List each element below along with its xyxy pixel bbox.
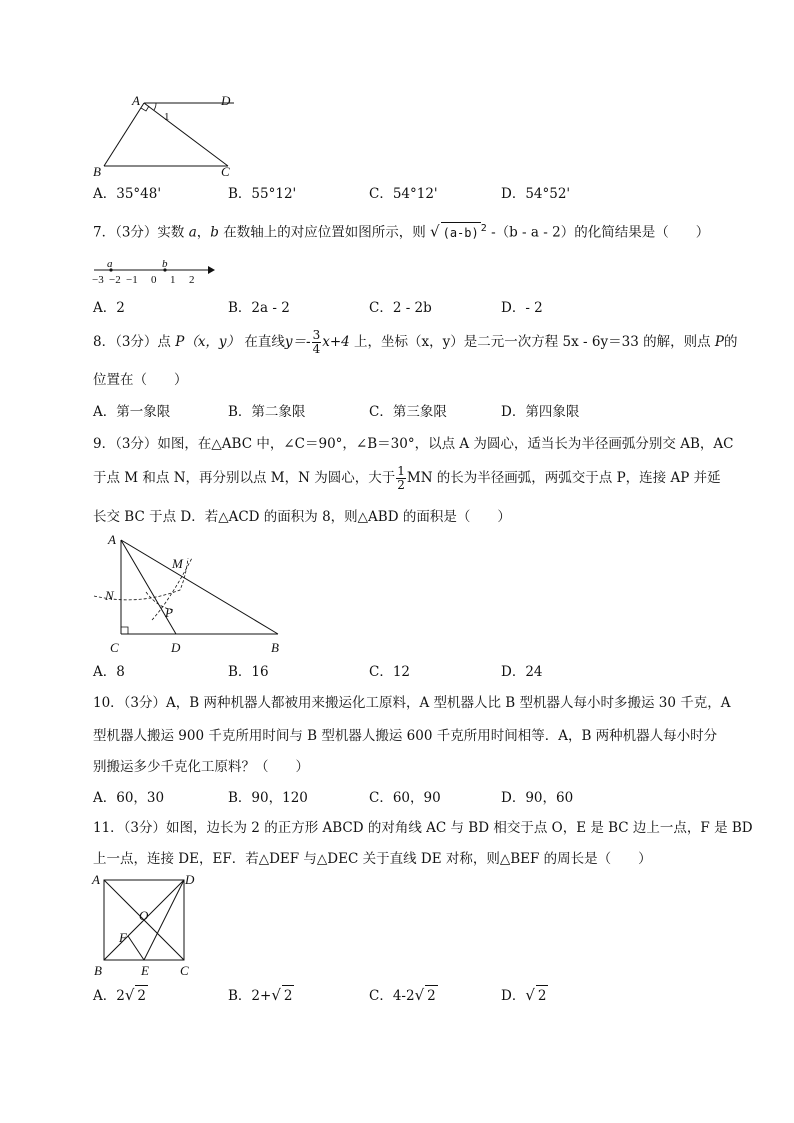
fig9-label-D: D xyxy=(171,640,181,655)
q7-stem-c: -（b - a - 2）的化简结果是（ ） xyxy=(491,224,710,241)
q8-option-a[interactable]: A．第一象限 xyxy=(93,404,171,420)
q9-line2-a: 于点 M 和点 N，再分别以点 M，N 为圆心，大于 xyxy=(93,470,396,486)
q9-figure xyxy=(88,530,298,660)
q9-line2-b: MN 的长为半径画弧，两弧交于点 P，连接 AP 并延 xyxy=(406,470,721,486)
q11-line1: 11．（3分）如图，边长为 2 的正方形 ABCD 的对角线 AC 与 BD 相交于点 O，E 是 BC 边上一点，F 是 BD xyxy=(93,820,753,836)
fig9-label-B: B xyxy=(271,640,279,655)
q9-fraction xyxy=(396,465,406,492)
q11-figure xyxy=(88,870,200,982)
sqrt-icon: √ xyxy=(414,986,425,1004)
q11-option-a[interactable] xyxy=(93,985,148,1006)
q7-sep: ， xyxy=(196,224,211,241)
q9-line3: 长交 BC 于点 D．若△ACD 的面积为 8，则△ABD 的面积是（ ） xyxy=(93,509,511,525)
q8-point-p: P xyxy=(714,334,724,350)
q7-tick-0: 0 xyxy=(151,274,157,286)
q8-frac-den: 4 xyxy=(312,342,321,356)
q8-option-b[interactable]: B．第二象限 xyxy=(228,404,306,420)
q11-option-b[interactable] xyxy=(228,985,294,1006)
q11-option-c-prefix: C．4-2 xyxy=(369,988,415,1004)
q7-option-b[interactable]: B．2a - 2 xyxy=(228,300,290,316)
fig6-label-A: A xyxy=(132,93,140,108)
q10-line3: 别搬运多少千克化工原料？（ ） xyxy=(93,759,309,775)
fig11-label-E: E xyxy=(141,963,149,978)
q11-line2: 上一点，连接 DE，EF．若△DEF 与△DEC 关于直线 DE 对称，则△BEF 的周长是（ ） xyxy=(93,851,652,867)
q8-stem-d: 的 xyxy=(723,334,738,350)
q8-eq-lhs: y＝- xyxy=(284,334,311,350)
sqrt-icon: √ xyxy=(124,986,135,1004)
fig6-angle-1: 1 xyxy=(164,111,170,123)
q7-tick--3: −3 xyxy=(92,274,104,286)
q7-stem-a: 7．（3分）实数 xyxy=(93,224,185,241)
fig11-label-O: O xyxy=(139,908,149,923)
q10-line1: 10．（3分）A，B 两种机器人都被用来搬运化工原料，A 型机器人比 B 型机器人每小时多搬运 30 千克，A xyxy=(93,695,731,711)
q7-stem-b: 在数轴上的对应位置如图所示，则 xyxy=(223,224,426,241)
q8-option-c[interactable]: C．第三象限 xyxy=(369,404,447,420)
sqrt-icon: √ xyxy=(525,986,535,1004)
q7-axis-b: b xyxy=(162,258,168,270)
fig6-label-D: D xyxy=(221,93,231,108)
q7-option-a[interactable]: A．2 xyxy=(93,300,125,316)
q10-line2: 型机器人搬运 900 千克所用时间与 B 型机器人搬运 600 千克所用时间相等．A，B 两种机器人每小时分 xyxy=(93,728,718,744)
q9-option-c[interactable]: C．12 xyxy=(369,664,411,680)
q8-stem xyxy=(93,328,737,356)
q7-tick-2: 2 xyxy=(189,274,195,286)
q8-stem-a: 8．（3分）点 xyxy=(93,334,171,350)
q11-option-a-radicand: 2 xyxy=(135,985,148,1006)
q8-stem-c: 上，坐标（x，y）是二元一次方程 5x - 6y＝33 的解，则点 xyxy=(354,334,711,350)
q11-option-b-prefix: B．2+ xyxy=(228,988,272,1004)
q7-number-line xyxy=(92,258,217,288)
q7-tick--2: −2 xyxy=(109,274,121,286)
fig11-label-F: F xyxy=(119,930,127,945)
fig11-label-D: D xyxy=(185,872,195,887)
fig6-label-C: C xyxy=(221,164,230,179)
q6-option-d[interactable]: D．54°52' xyxy=(501,186,571,202)
q10-option-a[interactable]: A．60，30 xyxy=(93,790,165,806)
q11-option-c[interactable] xyxy=(369,985,438,1006)
q11-option-d[interactable] xyxy=(501,985,548,1006)
q7-var-a: a xyxy=(188,224,197,241)
q11-option-c-radicand: 2 xyxy=(425,985,438,1006)
q11-option-d-prefix: D． xyxy=(501,988,526,1004)
fig11-label-B: B xyxy=(94,963,102,978)
q7-option-d[interactable]: D．- 2 xyxy=(501,300,543,316)
q6-figure xyxy=(90,92,250,182)
fig9-label-M: M xyxy=(172,556,183,571)
q11-option-b-radicand: 2 xyxy=(282,985,295,1006)
q7-square: 2 xyxy=(480,223,487,234)
q11-option-a-prefix: A．2 xyxy=(93,988,125,1004)
q7-option-c[interactable]: C．2 - 2b xyxy=(369,300,432,316)
sqrt-icon: √ xyxy=(271,986,281,1004)
q7-tick-1: 1 xyxy=(170,274,176,286)
fig9-label-P: P xyxy=(165,605,173,620)
q9-frac-num: 1 xyxy=(397,464,405,478)
fig11-label-A: A xyxy=(92,872,100,887)
q9-option-a[interactable]: A．8 xyxy=(93,664,125,680)
q8-frac-num: 3 xyxy=(312,328,321,342)
fig6-label-B: B xyxy=(93,164,101,179)
q8-fraction xyxy=(312,329,322,356)
q7-var-b: b xyxy=(210,224,219,241)
q8-line2: 位置在（ ） xyxy=(93,372,188,388)
sqrt-icon: √ xyxy=(430,222,440,241)
q11-option-d-radicand: 2 xyxy=(536,985,549,1006)
fig11-label-C: C xyxy=(180,963,189,978)
q8-point: P（x，y） xyxy=(175,334,241,350)
q10-option-b[interactable]: B．90，120 xyxy=(228,790,308,806)
q9-option-d[interactable]: D．24 xyxy=(501,664,543,680)
q9-line2 xyxy=(93,464,721,492)
q10-option-d[interactable]: D．90，60 xyxy=(501,790,574,806)
q7-radicand: (a-b) xyxy=(441,222,481,243)
q10-option-c[interactable]: C．60，90 xyxy=(369,790,441,806)
q6-option-b[interactable]: B．55°12' xyxy=(228,186,297,202)
q9-option-b[interactable]: B．16 xyxy=(228,664,269,680)
q9-frac-den: 2 xyxy=(397,478,405,492)
fig9-label-A: A xyxy=(108,532,116,547)
q8-stem-b: 在直线 xyxy=(244,334,285,350)
q7-tick--1: −1 xyxy=(126,274,138,286)
q8-eq-rhs: x+4 xyxy=(322,334,350,350)
q6-option-a[interactable]: A．35°48' xyxy=(93,186,162,202)
q6-option-c[interactable]: C．54°12' xyxy=(369,186,438,202)
q8-option-d[interactable]: D．第四象限 xyxy=(501,404,580,420)
q9-line1: 9．（3分）如图，在△ABC 中，∠C＝90°，∠B＝30°，以点 A 为圆心，适当长为半径画弧分别交 AB，AC xyxy=(93,436,734,452)
q7-stem xyxy=(93,219,709,243)
fig9-label-C: C xyxy=(110,640,119,655)
fig9-label-N: N xyxy=(105,588,114,603)
q7-axis-a: a xyxy=(107,258,113,270)
